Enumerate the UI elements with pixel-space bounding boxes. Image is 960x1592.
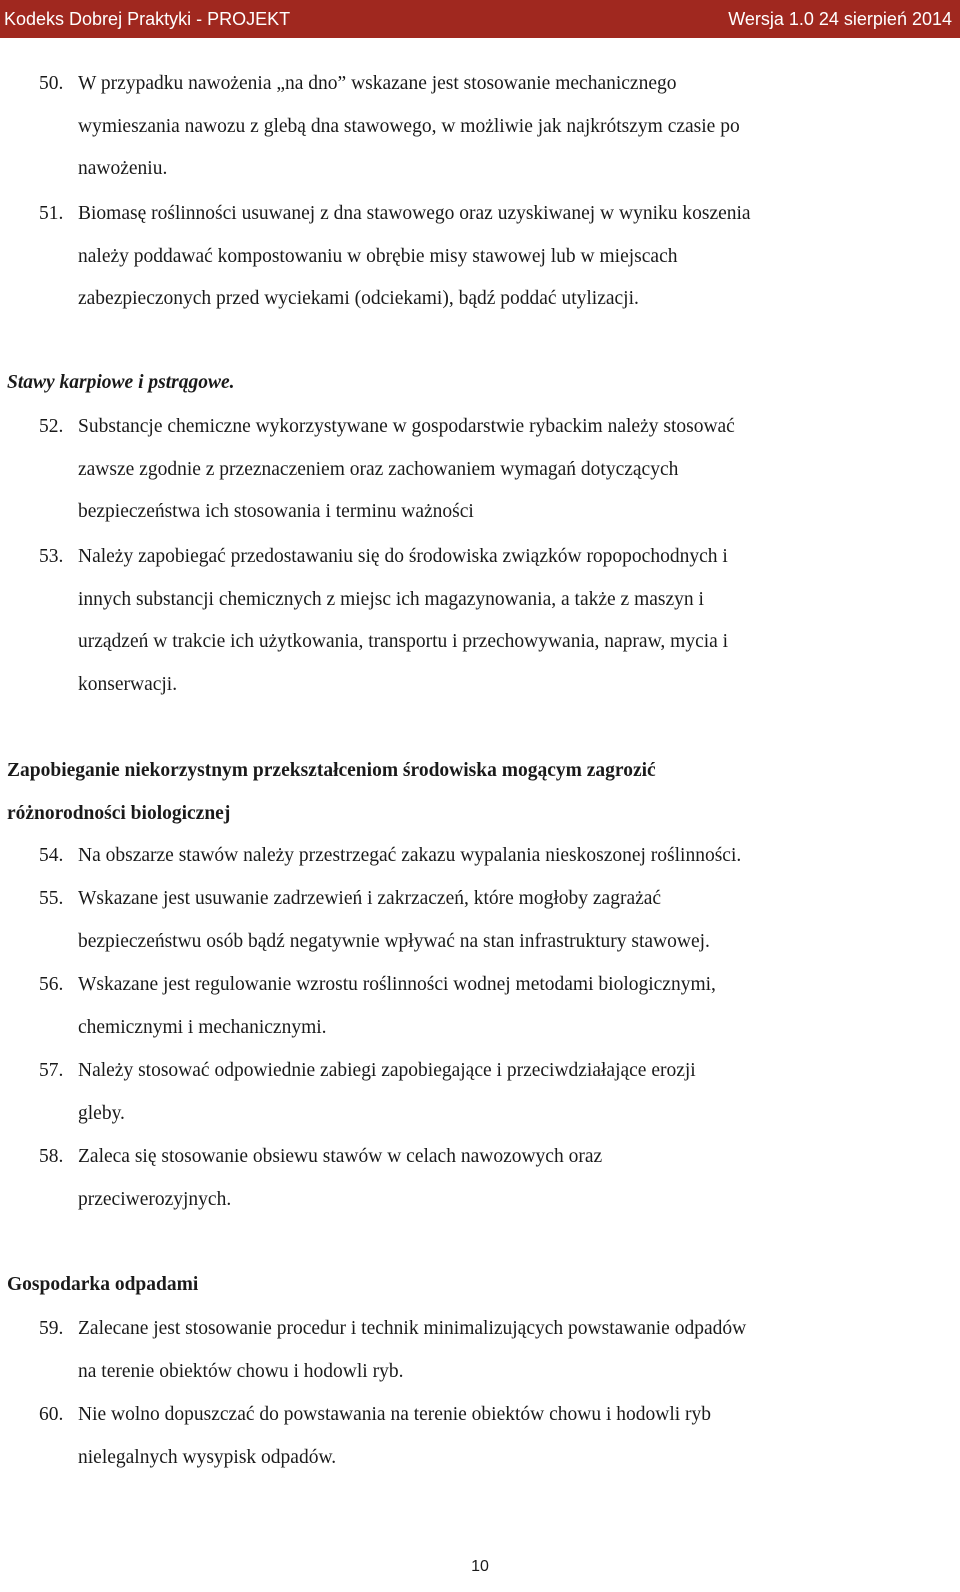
item-line: Biomasę roślinności usuwanej z dna stawowego oraz uzyskiwanej w wyniku koszenia bbox=[78, 203, 751, 224]
list-item-60 bbox=[39, 1394, 954, 1479]
item-line: Zalecane jest stosowanie procedur i technik minimalizujących powstawanie odpadów bbox=[78, 1318, 747, 1339]
item-line: Zaleca się stosowanie obsiewu stawów w celach nawozowych oraz bbox=[78, 1146, 603, 1167]
item-line: na terenie obiektów chowu i hodowli ryb. bbox=[78, 1360, 404, 1382]
document-header bbox=[0, 0, 960, 38]
section-heading-carp-trout: Stawy karpiowe i pstrągowe. bbox=[7, 372, 235, 393]
item-number: 55. bbox=[39, 888, 64, 909]
item-line: nawożeniu. bbox=[78, 158, 168, 179]
item-line: zabezpieczonych przed wyciekami (odciekami), bądź poddać utylizacji. bbox=[78, 288, 639, 309]
section-heading-biodiversity bbox=[7, 750, 947, 835]
list-item-50 bbox=[39, 63, 954, 191]
item-line: bezpieczeństwa ich stosowania i terminu ważności bbox=[78, 501, 474, 522]
item-line: innych substancji chemicznych z miejsc ich magazynowania, a także z maszyn i bbox=[78, 588, 704, 610]
item-line: Nie wolno dopuszczać do powstawania na terenie obiektów chowu i hodowli ryb bbox=[78, 1404, 712, 1425]
item-number: 50. bbox=[39, 73, 64, 94]
item-line: nielegalnych wysypisk odpadów. bbox=[78, 1446, 337, 1468]
item-line: urządzeń w trakcie ich użytkowania, transportu i przechowywania, napraw, mycia i bbox=[78, 631, 729, 652]
list-item-58 bbox=[39, 1136, 954, 1221]
item-number: 54. bbox=[39, 845, 64, 866]
item-line: Wskazane jest usuwanie zadrzewień i zakrzaczeń, które mogłoby zagrażać bbox=[78, 888, 662, 909]
item-number: 56. bbox=[39, 974, 64, 995]
item-line: należy poddawać kompostowaniu w obrębie misy stawowej lub w miejscach bbox=[78, 245, 678, 267]
item-line: Należy stosować odpowiednie zabiegi zapobiegające i przeciwdziałające erozji bbox=[78, 1060, 696, 1081]
item-number: 58. bbox=[39, 1146, 64, 1167]
section-heading-waste: Gospodarka odpadami bbox=[7, 1274, 199, 1295]
list-item-55 bbox=[39, 878, 954, 963]
list-item-56 bbox=[39, 964, 954, 1049]
list-item-54 bbox=[39, 835, 954, 878]
list-item-51 bbox=[39, 193, 954, 321]
item-number: 53. bbox=[39, 546, 64, 567]
item-line: bezpieczeństwu osób bądź negatywnie wpływać na stan infrastruktury stawowej. bbox=[78, 930, 710, 952]
list-item-53 bbox=[39, 536, 954, 706]
list-item-57 bbox=[39, 1050, 954, 1135]
list-item-52 bbox=[39, 406, 954, 534]
item-line: chemicznymi i mechanicznymi. bbox=[78, 1016, 327, 1038]
item-line: W przypadku nawożenia „na dno” wskazane jest stosowanie mechanicznego bbox=[78, 73, 677, 94]
header-version: Wersja 1.0 24 sierpień 2014 bbox=[728, 9, 952, 29]
section-heading-line: Zapobieganie niekorzystnym przekształceniom środowiska mogącym zagrozić bbox=[7, 760, 656, 781]
item-line: zawsze zgodnie z przeznaczeniem oraz zachowaniem wymagań dotyczących bbox=[78, 458, 679, 480]
item-number: 51. bbox=[39, 203, 64, 224]
item-number: 52. bbox=[39, 416, 64, 437]
item-line: Należy zapobiegać przedostawaniu się do środowiska związków ropopochodnych i bbox=[78, 546, 728, 567]
item-line: Na obszarze stawów należy przestrzegać zakazu wypalania nieskoszonej roślinności. bbox=[78, 845, 742, 866]
item-line: przeciwerozyjnych. bbox=[78, 1188, 232, 1210]
item-number: 59. bbox=[39, 1318, 64, 1339]
item-line: gleby. bbox=[78, 1102, 125, 1124]
item-line: konserwacji. bbox=[78, 673, 178, 695]
item-line: Wskazane jest regulowanie wzrostu roślinności wodnej metodami biologicznymi, bbox=[78, 974, 716, 995]
item-number: 57. bbox=[39, 1060, 64, 1081]
section-heading-line: różnorodności biologicznej bbox=[7, 802, 231, 824]
list-item-59 bbox=[39, 1308, 954, 1393]
item-number: 60. bbox=[39, 1404, 64, 1425]
item-line: Substancje chemiczne wykorzystywane w gospodarstwie rybackim należy stosować bbox=[78, 416, 735, 437]
header-title: Kodeks Dobrej Praktyki - PROJEKT bbox=[4, 9, 291, 29]
item-line: wymieszania nawozu z glebą dna stawowego, w możliwie jak najkrótszym czasie po bbox=[78, 115, 740, 137]
page-number: 10 bbox=[471, 1558, 489, 1575]
